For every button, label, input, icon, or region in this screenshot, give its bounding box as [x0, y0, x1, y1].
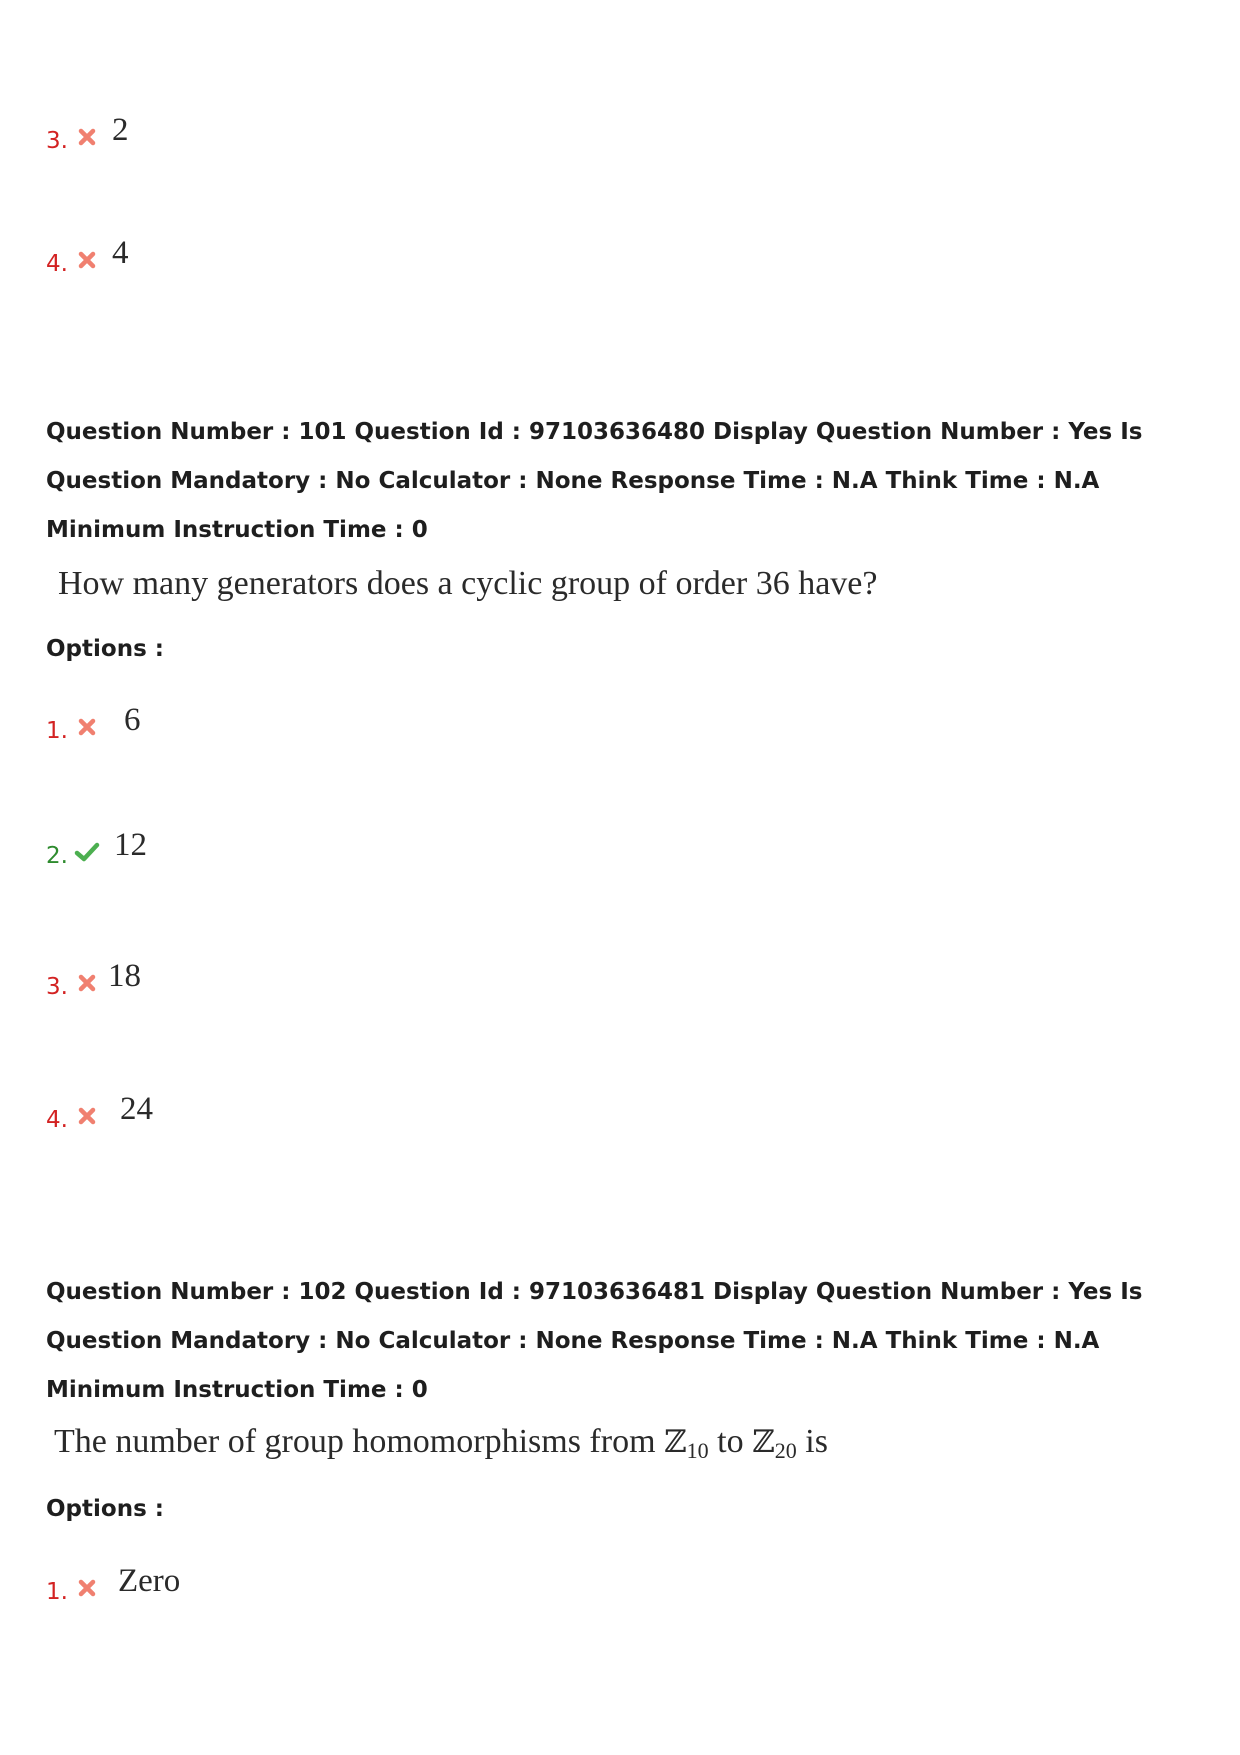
- wrong-cross-icon: [76, 1105, 98, 1127]
- wrong-cross-icon: [76, 126, 98, 148]
- option-text: 6: [124, 702, 141, 738]
- options-label: Options :: [46, 636, 164, 662]
- question-meta: Question Number : 101 Question Id : 97103636480 Display Question Number : Yes Is Question Mandatory : No Calculator : None Response Time : N.A Think Time : N.A Minimum Instruction Time : 0: [46, 419, 1143, 543]
- wrong-cross-icon: [76, 1577, 98, 1599]
- option-number: 1.: [46, 1579, 68, 1605]
- integers-symbol: ℤ: [664, 1424, 687, 1460]
- option-number: 3.: [46, 128, 68, 154]
- option-number: 4.: [46, 251, 68, 277]
- option-text: 12: [114, 827, 147, 863]
- question-text-suffix: is: [796, 1423, 828, 1460]
- subscript-20: 20: [774, 1438, 797, 1463]
- integers-symbol: ℤ: [752, 1424, 775, 1460]
- question-meta: Question Number : 102 Question Id : 97103636481 Display Question Number : Yes Is Question Mandatory : No Calculator : None Response Time : N.A Think Time : N.A Minimum Instruction Time : 0: [46, 1279, 1143, 1403]
- option-number: 2.: [46, 843, 68, 869]
- option-text: Zero: [118, 1563, 181, 1599]
- question-text-prefix: The number of group homomorphisms from: [54, 1423, 665, 1460]
- question-text: [54, 1423, 828, 1461]
- correct-check-icon: [74, 841, 100, 863]
- question-text: How many generators does a cyclic group of order 36 have?: [58, 565, 878, 602]
- wrong-cross-icon: [76, 716, 98, 738]
- option-text: 24: [120, 1091, 153, 1127]
- option-text: 18: [108, 958, 141, 994]
- options-label: Options :: [46, 1496, 164, 1522]
- option-text: 2: [112, 112, 129, 148]
- option-number: 1.: [46, 718, 68, 744]
- wrong-cross-icon: [76, 972, 98, 994]
- wrong-cross-icon: [76, 249, 98, 271]
- option-number: 4.: [46, 1107, 68, 1133]
- subscript-10: 10: [686, 1438, 709, 1463]
- question-text-mid: to: [708, 1423, 753, 1460]
- option-text: 4: [112, 235, 129, 271]
- option-number: 3.: [46, 974, 68, 1000]
